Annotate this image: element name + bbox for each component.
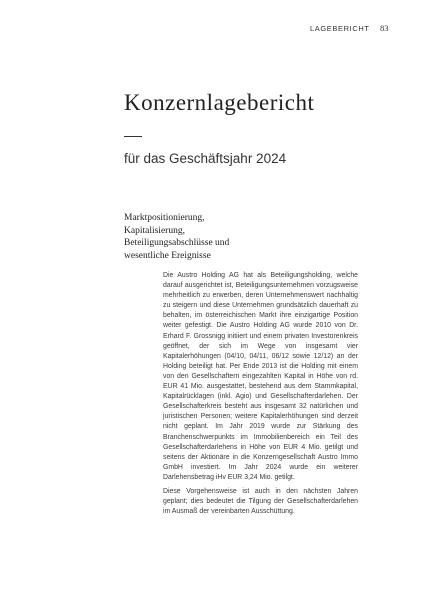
running-head: LAGEBERICHT [310,24,370,33]
page-title: Konzernlagebericht [124,90,315,115]
title-divider [124,136,142,137]
body-text [163,271,358,521]
section-heading-line: Kapitalisierung, [124,225,185,236]
section-heading-line: Beteiligungsabschlüsse und [124,238,230,248]
paragraph: Die Austro Holding AG hat als Beteiligungsholding, welche darauf ausgerichtet ist, Beteiligungsunternehmen vorzugsweise mehrheitlich zu erwerben, deren Unternehmenswert nachhaltig zu steigern und diese Unternehmen grundsätzlich dauerhaft zu behalten, im österreichischen Markt ihre einzigartige Position weiter gefestigt. Die Austro Holding AG wurde 2010 von Dr. Erhard F. Grossnigg initiiert und einem privaten Investorenkreis geöffnet, der sich im Wege von insgesamt vier Kapitalerhöhungen (04/10, 04/11, 06/12 sowie 12/12) an der Holding beteiligt hat. Per Ende 2013 ist die Holding mit einem von den Gesellschaftern eingezahlten Kapital in Höhe von rd. EUR 41 Mio. ausgestattet, bestehend aus dem Stammkapital, Kapitalrücklagen (inkl. Agio) und Gesellschafterdarlehen. Der Gesellschafterkreis besteht aus insgesamt 32 natürlichen und juristischen Personen; weitere Kapitalerhöhungen sind derzeit nicht geplant. Im Jahr 2019 wurde zur Stärkung des Branchenschwerpunkts im Immobilienbereich ein Teil des Gesellschafterdarlehens in Höhe von EUR 4 Mio. getilgt und seitens der Aktionäre in die Konzerngesellschaft Austro Immo GmbH investiert. Im Jahr 2024 wurde ein weiterer Darlehensbetrag iHv EUR 3,24 Mio. getilgt. [163,272,358,481]
page-subtitle: für das Geschäftsjahr 2024 [124,151,287,166]
page-number: 83 [380,23,389,33]
section-heading [124,212,284,262]
section-heading-line: wesentliche Ereignisse [124,250,211,261]
paragraph: Diese Vorgehensweise ist auch in den nächsten Jahren geplant; dies bedeutet die Tilgung der Gesellschafterdarlehen im Ausmaß der vereinbarten Ausschüttung. [163,487,358,516]
section-heading-line: Marktpositionierung, [124,213,205,223]
